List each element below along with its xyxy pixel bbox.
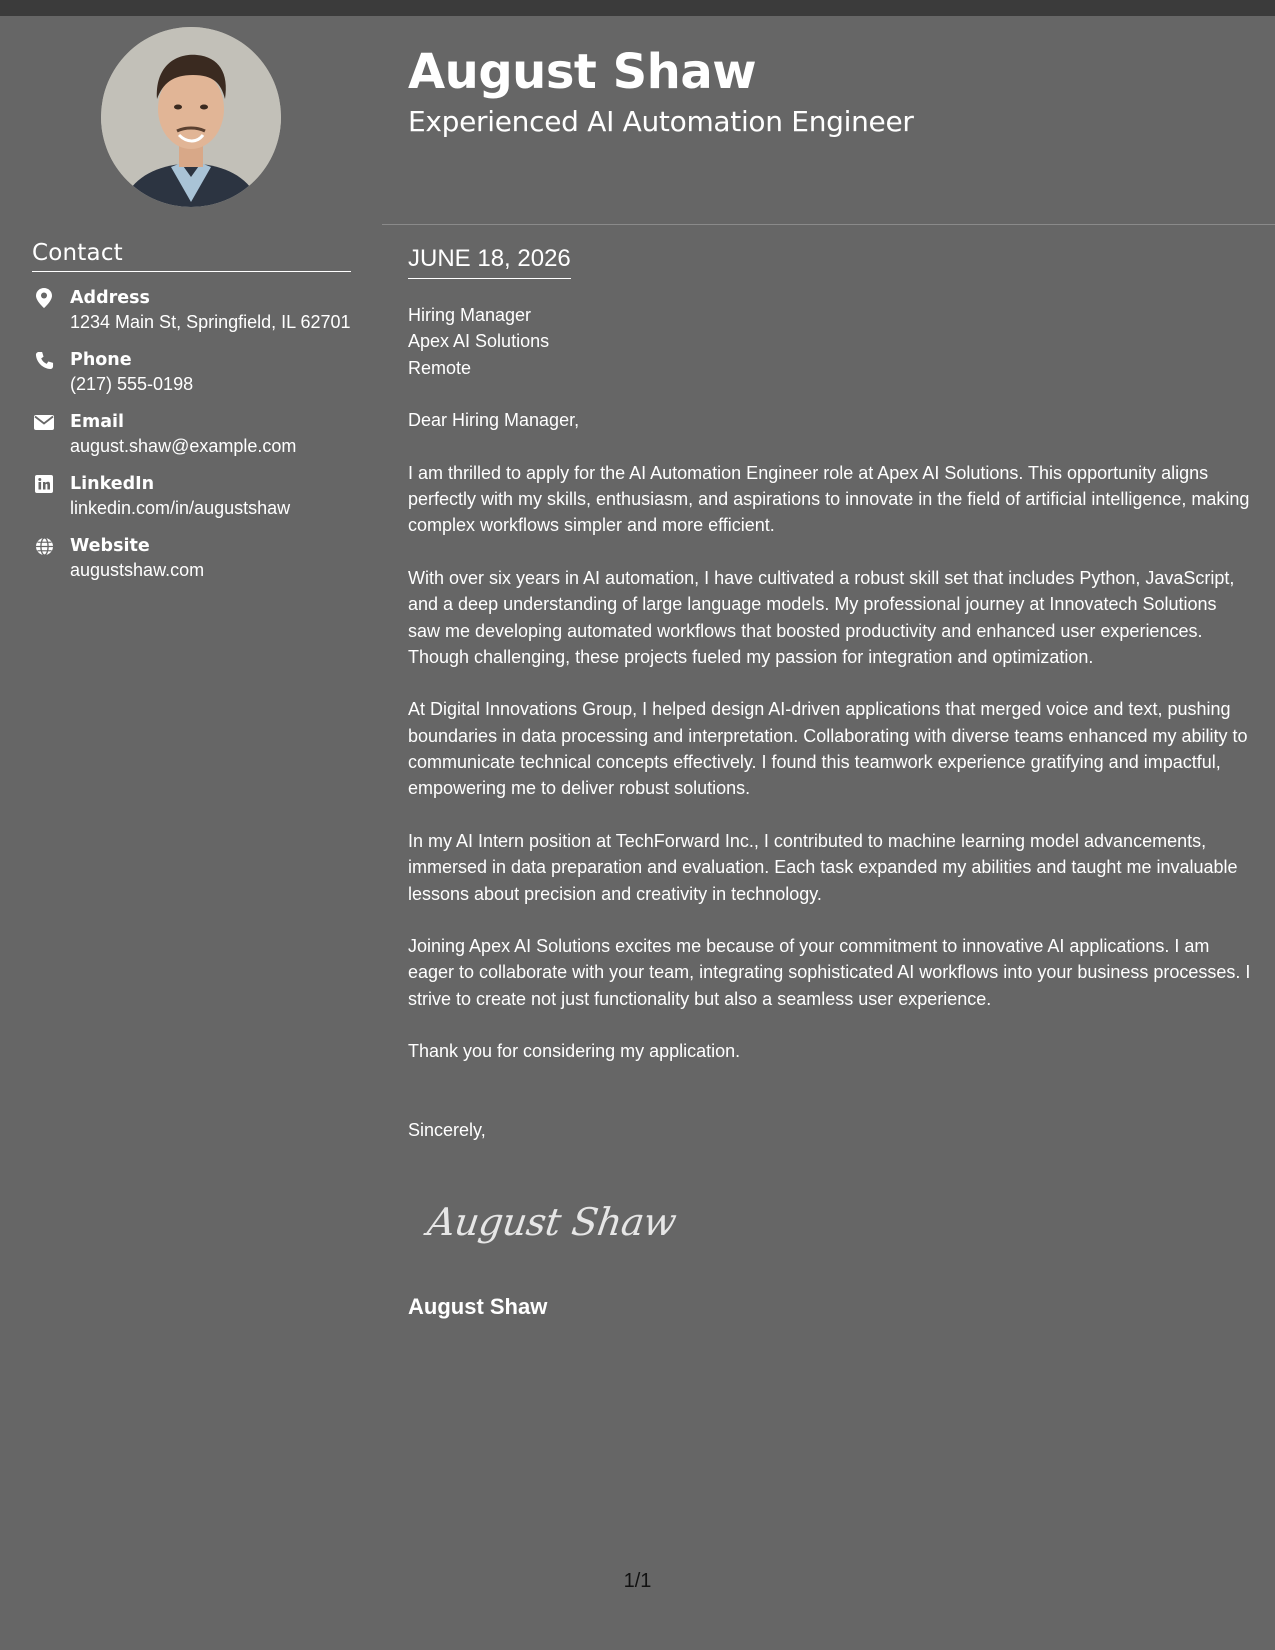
letter-paragraph: Thank you for considering my application. bbox=[408, 1041, 741, 1062]
salutation: Dear Hiring Manager, bbox=[408, 410, 580, 431]
letter-date: JUNE 18, 2026 bbox=[408, 244, 571, 279]
map-pin-icon bbox=[32, 287, 56, 309]
header-divider bbox=[382, 224, 1275, 225]
linkedin-icon bbox=[32, 473, 56, 495]
address-value: 1234 Main St, Springfield, IL 62701 bbox=[70, 312, 351, 332]
contact-heading: Contact bbox=[32, 240, 351, 272]
recipient-line: Remote bbox=[408, 357, 472, 378]
email-value: august.shaw@example.com bbox=[70, 436, 297, 456]
letter-paragraph: At Digital Innovations Group, I helped design AI-driven applications that merged voice and text, pushing boundaries in data processing and interpretation. Collaborating with diverse teams enhanced my ability to communicate technical concepts effectively. I found this teamwork experience gratifying and impactful, empowering me to deliver robust solutions. bbox=[408, 699, 1248, 799]
top-strip bbox=[0, 0, 1275, 16]
handwritten-signature: August Shaw bbox=[424, 1200, 679, 1244]
linkedin-value: linkedin.com/in/augustshaw bbox=[70, 498, 291, 518]
closing: Sincerely, bbox=[408, 1119, 486, 1140]
website-value: augustshaw.com bbox=[70, 560, 205, 580]
contact-list bbox=[32, 286, 352, 596]
contact-label: LinkedIn bbox=[70, 474, 155, 494]
applicant-name: August Shaw bbox=[408, 44, 757, 100]
letter-paragraph: Joining Apex AI Solutions excites me because of your commitment to innovative AI applications. I am eager to collaborate with your team, integrating sophisticated AI workflows into your business processes. I strive to create not just functionality but also a seamless user experience. bbox=[408, 936, 1251, 1009]
recipient-block bbox=[408, 302, 1252, 381]
page-number: 1/1 bbox=[623, 1570, 652, 1592]
contact-item-address bbox=[32, 286, 352, 335]
recipient-line: Hiring Manager bbox=[408, 305, 532, 325]
signer-name: August Shaw bbox=[408, 1294, 548, 1319]
contact-label: Email bbox=[70, 412, 124, 432]
contact-item-website bbox=[32, 534, 352, 583]
contact-item-phone bbox=[32, 348, 352, 397]
globe-icon bbox=[32, 535, 56, 557]
contact-item-linkedin bbox=[32, 472, 352, 521]
contact-label: Website bbox=[70, 536, 150, 556]
contact-item-email bbox=[32, 410, 352, 459]
letter-body bbox=[408, 302, 1252, 1143]
letter-paragraph: In my AI Intern position at TechForward Inc., I contributed to machine learning model advancements, immersed in data preparation and evaluation. Each task expanded my abilities and taught me invaluable lessons about precision and creativity in technology. bbox=[408, 830, 1238, 904]
phone-icon bbox=[32, 349, 56, 371]
letter-paragraph: I am thrilled to apply for the AI Automation Engineer role at Apex AI Solutions. This opportunity aligns perfectly with my skills, enthusiasm, and aspirations to innovate in the field of artificial intelligence, making complex workflows simpler and more efficient. bbox=[408, 462, 1250, 536]
phone-value: (217) 555-0198 bbox=[70, 374, 194, 394]
contact-label: Phone bbox=[70, 350, 132, 370]
contact-label: Address bbox=[70, 288, 150, 308]
profile-photo bbox=[101, 27, 281, 207]
recipient-line: Apex AI Solutions bbox=[408, 331, 550, 352]
applicant-title: Experienced AI Automation Engineer bbox=[408, 105, 914, 138]
email-icon bbox=[32, 411, 56, 433]
letter-paragraph: With over six years in AI automation, I have cultivated a robust skill set that includes Python, JavaScript, and a deep understanding of large language models. My professional journey at Innovatech Solutions saw me developing automated workflows that boosted productivity and enhanced user experiences. Though challenging, these projects fueled my passion for integration and optimization. bbox=[408, 567, 1235, 667]
